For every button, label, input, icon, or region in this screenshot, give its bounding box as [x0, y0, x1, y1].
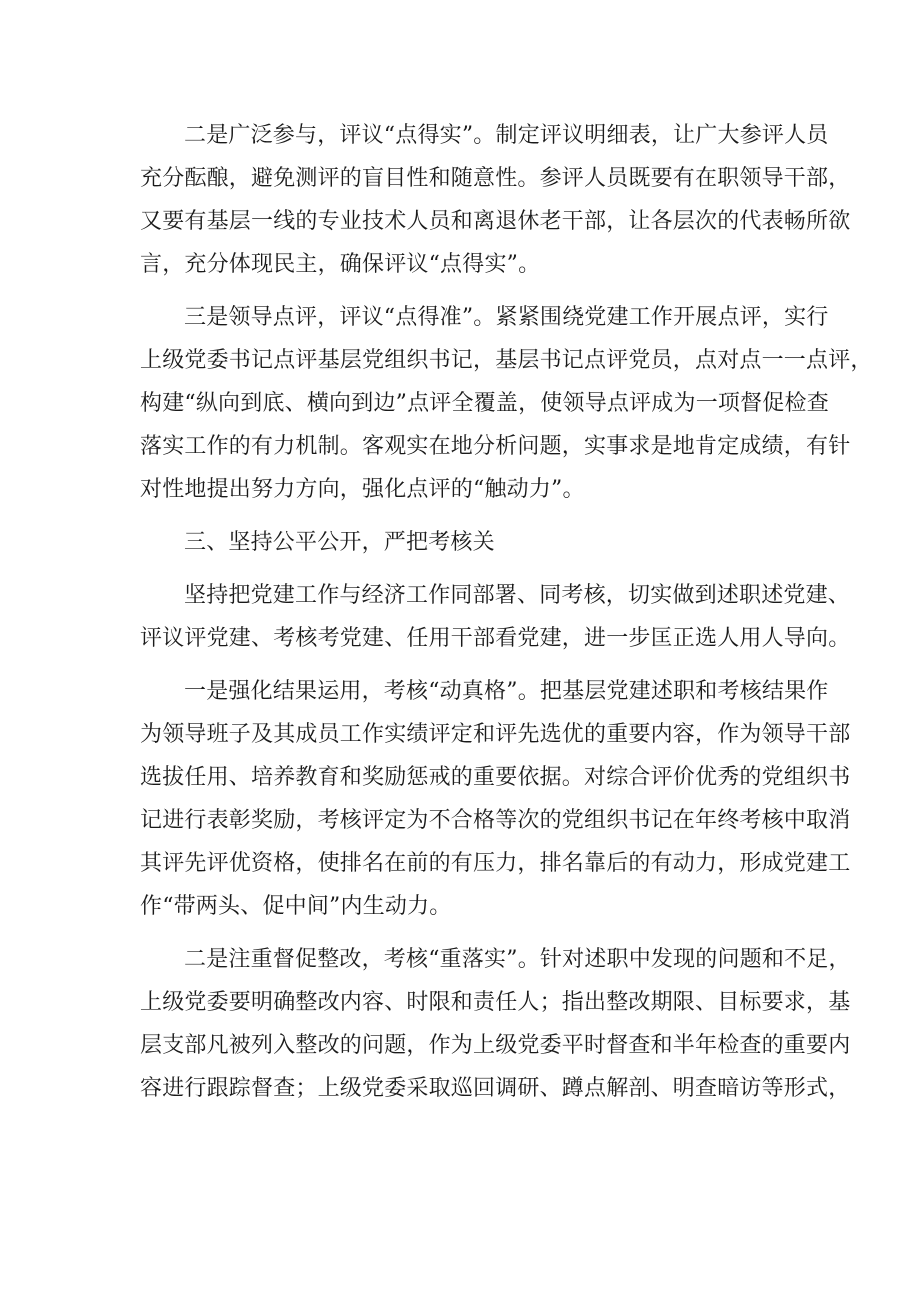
paragraph-line: 上级党委要明确整改内容、时限和责任人；指出整改期限、目标要求，基 — [140, 990, 851, 1015]
paragraph-line: 其评先评优资格，使排名在前的有压力，排名靠后的有动力，形成党建工 — [140, 851, 851, 876]
paragraph-broad-participation — [140, 114, 851, 286]
section-heading — [140, 521, 780, 564]
paragraph-line: 落实工作的有力机制。客观实在地分析问题，实事求是地肯定成绩，有针 — [140, 434, 851, 459]
paragraph-line: 作“带两头、促中间”内生动力。 — [140, 894, 452, 919]
paragraph-results-application — [140, 670, 851, 928]
paragraph-line: 充分酝酿，避免测评的盲目性和随意性。参评人员既要有在职领导干部， — [140, 166, 851, 191]
section-heading-text: 三、坚持公平公开，严把考核关 — [184, 530, 495, 555]
paragraph-line: 记进行表彰奖励，考核评定为不合格等次的党组织书记在年终考核中取消 — [140, 808, 851, 833]
paragraph-line: 言，充分体现民主，确保评议“点得实”。 — [140, 252, 541, 277]
paragraph-line: 对性地提出努力方向，强化点评的“触动力”。 — [140, 477, 585, 502]
paragraph-line: 一是强化结果运用，考核“动真格”。把基层党建述职和考核结果作 — [184, 679, 829, 704]
paragraph-line: 选拔任用、培养教育和奖励惩戒的重要依据。对综合评价优秀的党组织书 — [140, 765, 851, 790]
paragraph-line: 二是广泛参与，评议“点得实”。制定评议明细表，让广大参评人员 — [184, 123, 829, 148]
paragraph-line: 评议评党建、考核考党建、任用干部看党建，进一步匡正选人用人导向。 — [140, 626, 851, 651]
paragraph-leader-review — [140, 296, 873, 511]
paragraph-line: 容进行跟踪督查；上级党委采取巡回调研、蹲点解剖、明查暗访等形式， — [140, 1076, 851, 1101]
paragraph-line: 上级党委书记点评基层党组织书记，基层书记点评党员，点对点一一点评， — [140, 348, 873, 373]
document-body — [140, 114, 873, 1120]
paragraph-line: 构建“纵向到底、横向到边”点评全覆盖，使领导点评成为一项督促检查 — [140, 391, 829, 416]
paragraph-rectification-supervision — [140, 938, 851, 1110]
paragraph-party-building-assessment — [140, 574, 851, 660]
paragraph-line: 二是注重督促整改，考核“重落实”。针对述职中发现的问题和不足， — [184, 947, 851, 972]
paragraph-line: 三是领导点评，评议“点得准”。紧紧围绕党建工作开展点评，实行 — [184, 305, 829, 330]
paragraph-line: 为领导班子及其成员工作实绩评定和评先选优的重要内容，作为领导干部 — [140, 722, 851, 747]
paragraph-line: 又要有基层一线的专业技术人员和离退休老干部，让各层次的代表畅所欲 — [140, 209, 851, 234]
paragraph-line: 坚持把党建工作与经济工作同部署、同考核，切实做到述职述党建、 — [184, 583, 851, 608]
paragraph-line: 层支部凡被列入整改的问题，作为上级党委平时督查和半年检查的重要内 — [140, 1033, 851, 1058]
